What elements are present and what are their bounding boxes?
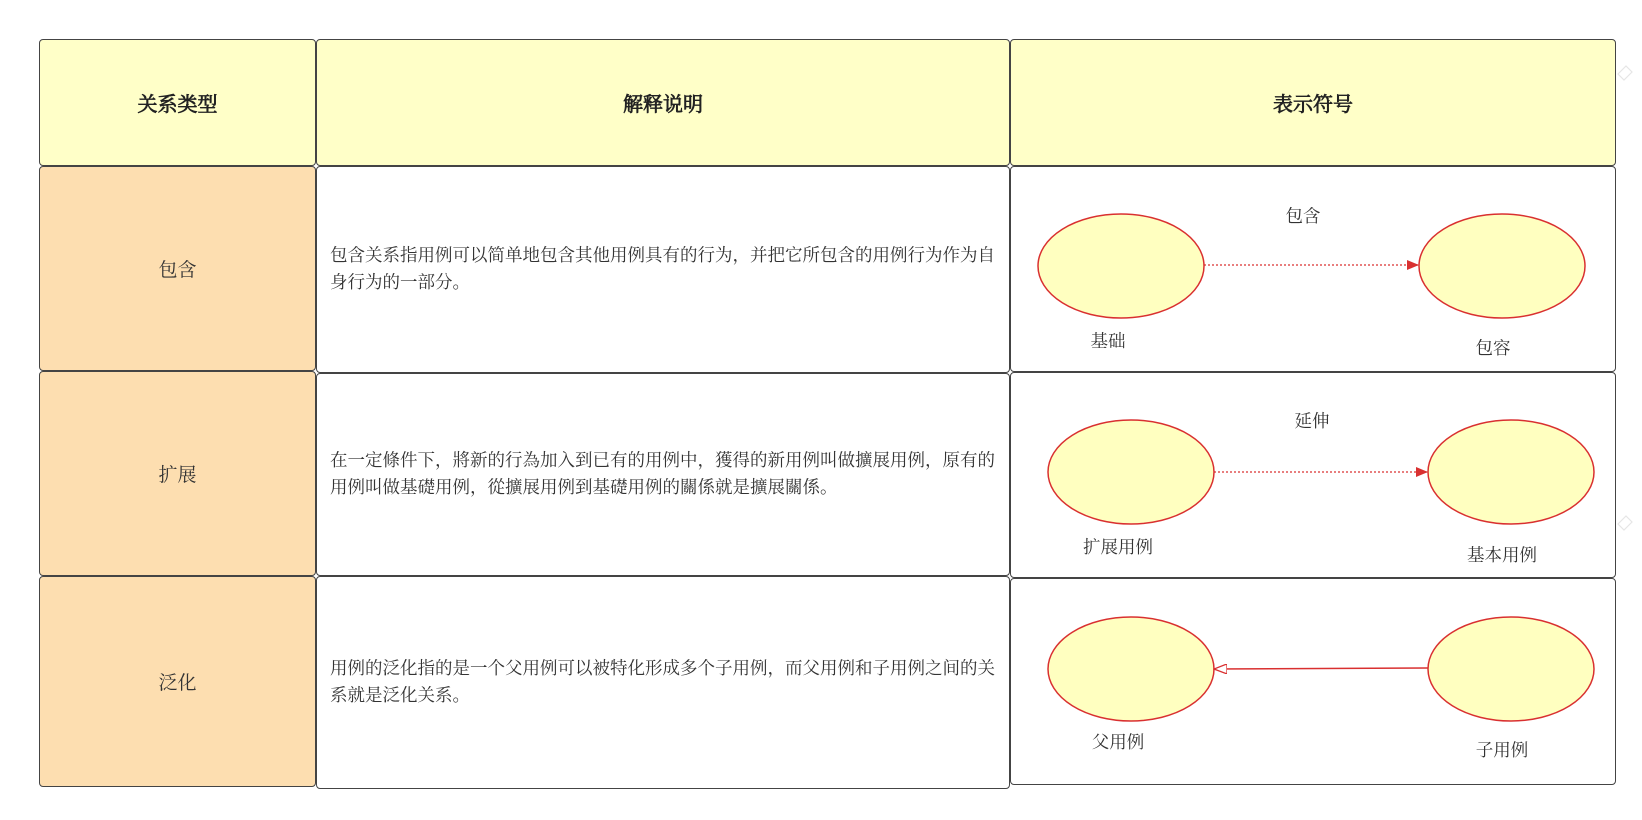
header-symbol-label: 表示符号 [1273,92,1353,116]
row-extend-symbol [1010,372,1616,578]
row-extend-description-text: 在一定條件下，將新的行為加入到已有的用例中，獲得的新用例叫做擴展用例，原有的用例叫做基礎用例，從擴展用例到基礎用例的關係就是擴展關係。 [330,450,995,498]
row-include-type [39,166,316,371]
header-description-label: 解释说明 [623,92,703,116]
row-extend-type-label: 扩展 [158,464,197,486]
extend-left-label: 扩展用例 [1083,538,1153,558]
header-type [39,39,316,166]
generalization-connector [1214,668,1428,669]
row-generalization-description-text: 用例的泛化指的是一个父用例可以被特化形成多个子用例，而父用例和子用例之间的关系就是泛化关系。 [330,658,995,706]
extend-base-usecase [1428,420,1594,524]
header-type-label: 关系类型 [137,92,218,116]
row-extend-description [316,373,1010,576]
edge-decoration-icon [1614,512,1636,534]
include-left-label: 基础 [1090,332,1126,352]
include-included-usecase [1419,214,1585,318]
row-include-type-label: 包含 [158,259,197,281]
row-include-symbol [1010,166,1616,372]
extend-relation-label: 延伸 [1294,412,1330,432]
generalization-left-label: 父用例 [1091,733,1145,753]
generalization-child-usecase [1428,617,1594,721]
include-relation-label: 包含 [1285,207,1321,227]
generalization-right-label: 子用例 [1475,741,1529,761]
row-generalization-type [39,576,316,787]
row-include-description [316,166,1010,373]
row-generalization-description [316,576,1010,789]
row-extend-type [39,371,316,576]
header-symbol [1010,39,1616,166]
extend-right-label: 基本用例 [1467,546,1537,566]
row-generalization-type-label: 泛化 [158,672,197,694]
include-base-usecase [1038,214,1204,318]
extend-extension-usecase [1048,420,1214,524]
generalization-parent-usecase [1048,617,1214,721]
edge-decoration-icon [1614,62,1636,84]
include-right-label: 包容 [1475,339,1511,359]
row-include-description-text: 包含关系指用例可以简单地包含其他用例具有的行为，并把它所包含的用例行为作为自身行为的一部分。 [330,245,995,293]
row-generalization-symbol [1010,578,1616,785]
header-description [316,39,1010,166]
